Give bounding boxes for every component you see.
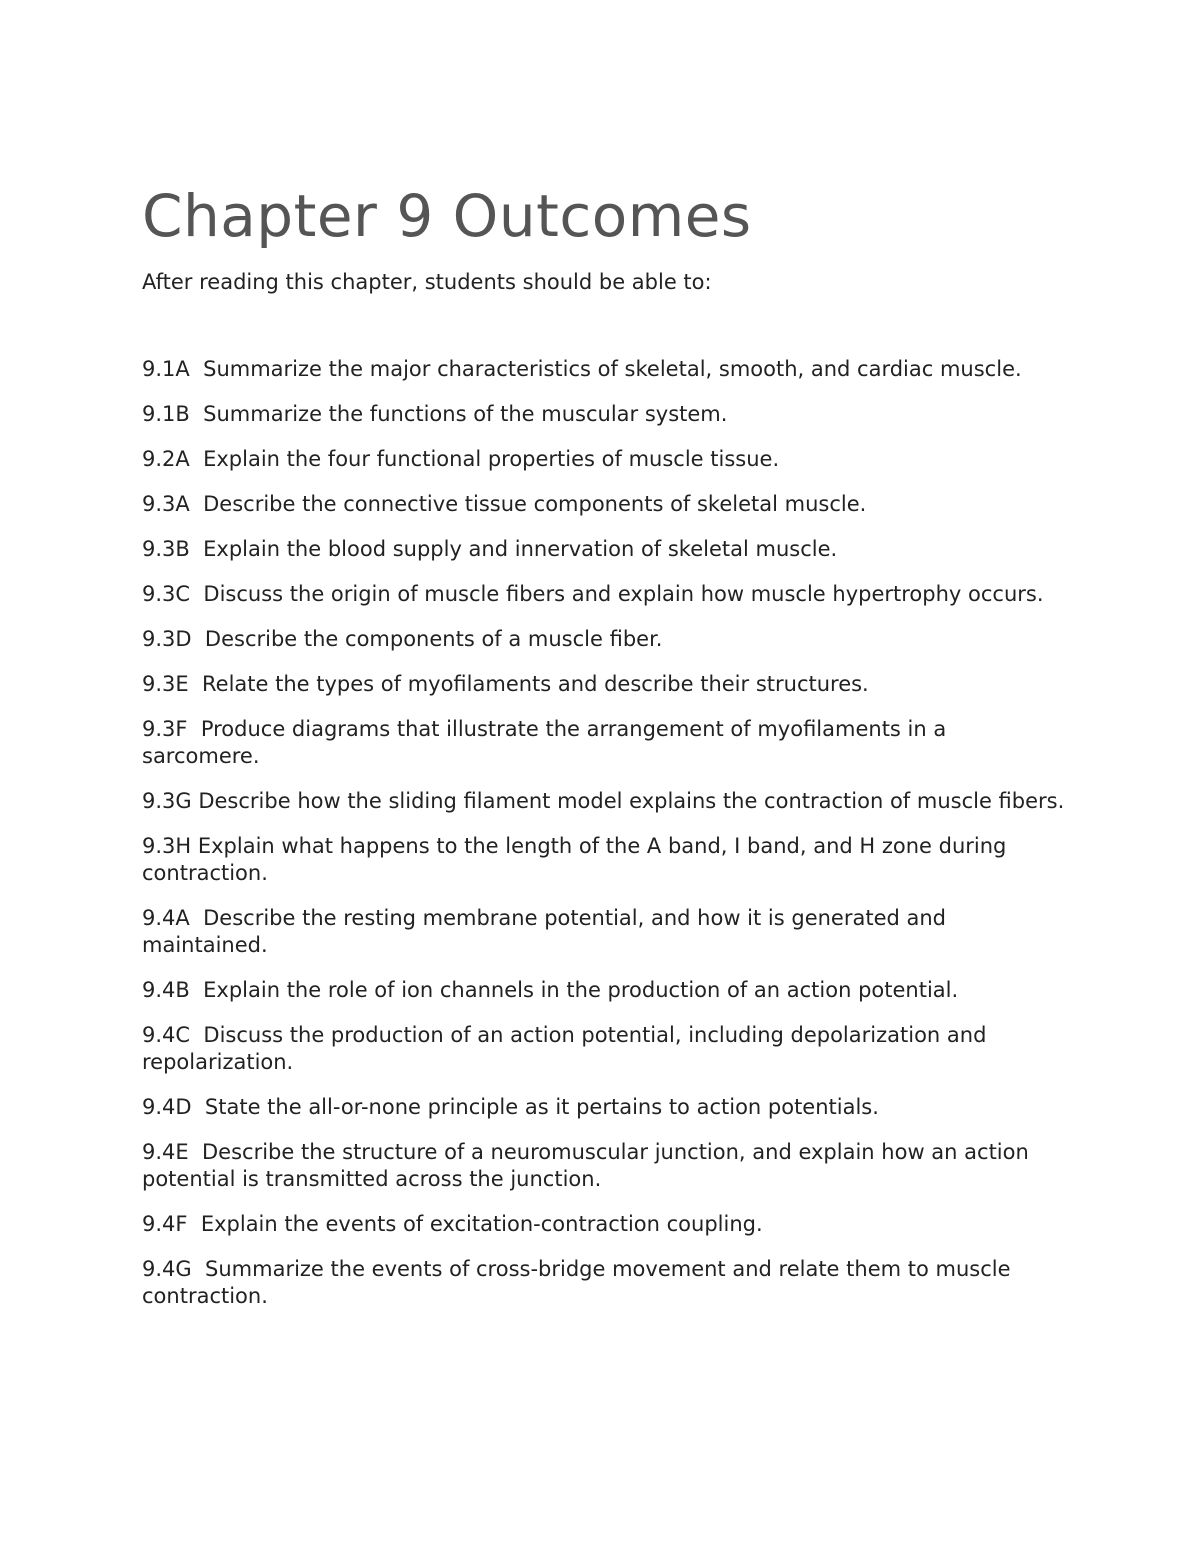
outcome-item: 9.3G Describe how the sliding filament model explains the contraction of muscle fibers. [142,789,1065,813]
outcome-item: 9.3E Relate the types of myofilaments and describe their structures. [142,672,869,696]
outcome-item: 9.4A Describe the resting membrane potential, and how it is generated and maintained. [142,906,953,957]
outcome-item: 9.1B Summarize the functions of the muscular system. [142,402,728,426]
outcome-item: 9.3H Explain what happens to the length of the A band, I band, and H zone during contraction. [142,834,1014,885]
outcomes-list [142,356,1067,1310]
outcome-item: 9.3F Produce diagrams that illustrate the arrangement of myofilaments in a sarcomere. [142,717,953,768]
outcome-item: 9.3B Explain the blood supply and innervation of skeletal muscle. [142,537,838,561]
outcome-item: 9.3C Discuss the origin of muscle fibers and explain how muscle hypertrophy occurs. [142,582,1044,606]
document-page [142,180,1067,1328]
outcome-item: 9.1A Summarize the major characteristics of skeletal, smooth, and cardiac muscle. [142,357,1022,381]
page-title: Chapter 9 Outcomes [142,182,752,250]
outcome-item: 9.2A Explain the four functional properties of muscle tissue. [142,447,780,471]
outcome-item: 9.3A Describe the connective tissue components of skeletal muscle. [142,492,867,516]
outcome-item: 9.4B Explain the role of ion channels in the production of an action potential. [142,978,959,1002]
outcome-item: 9.4E Describe the structure of a neuromuscular junction, and explain how an action potential is transmitted across the junction. [142,1140,1036,1191]
outcome-item: 9.4G Summarize the events of cross-bridge movement and relate them to muscle contraction. [142,1257,1018,1308]
intro-text: After reading this chapter, students should be able to: [142,270,712,294]
outcome-item: 9.4D State the all-or-none principle as it pertains to action potentials. [142,1095,879,1119]
outcome-item: 9.4C Discuss the production of an action potential, including depolarization and repolarization. [142,1023,994,1074]
outcome-item: 9.4F Explain the events of excitation-contraction coupling. [142,1212,763,1236]
outcome-item: 9.3D Describe the components of a muscle fiber. [142,627,663,651]
